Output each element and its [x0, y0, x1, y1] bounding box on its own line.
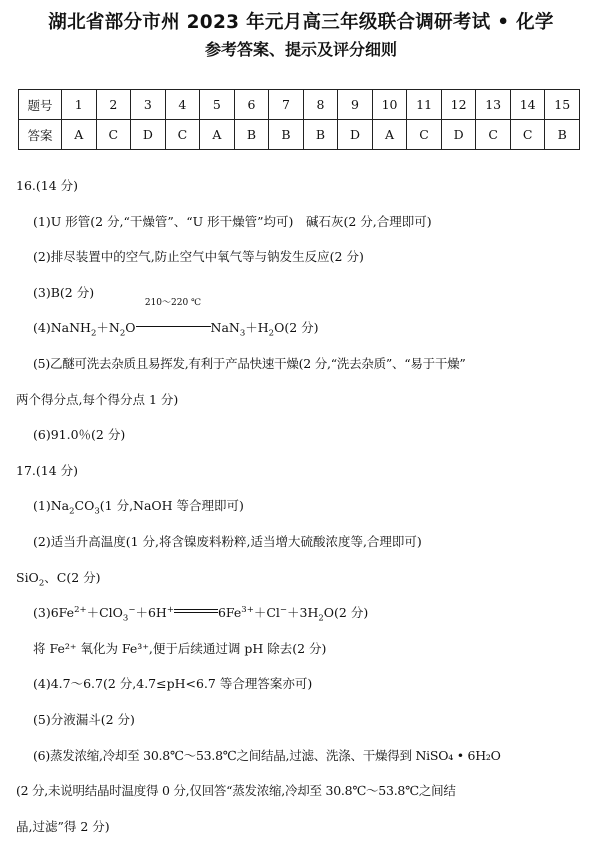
q16-part4: [16, 298, 586, 346]
answer-cell: B: [234, 120, 269, 150]
question-number-cell: 10: [372, 90, 407, 120]
answer-row: [19, 120, 580, 150]
q17-part3-explanation: 将 Fe²⁺ 氧化为 Fe³⁺,便于后续通过调 pH 除去(2 分): [33, 640, 327, 656]
q16-part1: (1)U 形管(2 分,“干燥管”、“U 形干燥管”均可) 碱石灰(2 分,合理即可): [33, 213, 432, 229]
question-number-cell: 12: [441, 90, 476, 120]
answer-cell: B: [545, 120, 580, 150]
q17-part6-line3: 晶,过滤”得 2 分): [16, 818, 110, 834]
q17-part4: (4)4.7～6.7(2 分,4.7≤pH<6.7 等合理答案亦可): [33, 676, 313, 692]
q17-part3: $(3)6Fe^{2+}+ClO_3^-+6H^+$ $6Fe^{3+}+Cl^-+3H_2O(2$ 分): [33, 604, 369, 624]
answer-cell: C: [165, 120, 200, 150]
q16-equation-reactants: $NaNH_2+N_2O$: [50, 320, 136, 339]
answer-cell: A: [200, 120, 235, 150]
answer-cell: C: [476, 120, 511, 150]
reaction-arrow: [136, 298, 211, 346]
answer-cell: A: [62, 120, 97, 150]
q17-heading: 17.(14 分): [16, 462, 79, 478]
answer-cell: D: [338, 120, 373, 150]
page-title: 湖北省部分市州 2023 年元月高三年级联合调研考试 • 化学: [48, 12, 554, 33]
answer-cell: D: [441, 120, 476, 150]
answer-cell: C: [96, 120, 131, 150]
q16-heading: 16.(14 分): [16, 178, 79, 193]
question-number-cell: 4: [165, 90, 200, 120]
answer-cell: D: [131, 120, 166, 150]
answer-table: [18, 89, 580, 150]
q16-part4-prefix: (4): [33, 320, 51, 336]
question-number-cell: 8: [303, 90, 338, 120]
q17-part1-note: (1 分,NaOH 等合理即可): [99, 498, 244, 514]
q17-part1: $(1)Na_2CO_3(1$ 分,NaOH 等合理即可): [33, 498, 244, 517]
question-number-cell: 2: [96, 90, 131, 120]
q17-part5: (5)分液漏斗(2 分): [33, 711, 135, 727]
q17-part2: (2)适当升高温度(1 分,将含镍废料粉粹,适当增大硫酸浓度等,合理即可): [33, 533, 422, 549]
answer-cell: C: [510, 120, 545, 150]
question-number-cell: 7: [269, 90, 304, 120]
q16-part2: (2)排尽装置中的空气,防止空气中氧气等与钠发生反应(2 分): [33, 249, 364, 265]
question-number-cell: 15: [545, 90, 580, 120]
arrow-line: [136, 326, 211, 327]
q17-part2-residue: SiO$_2$、C(2 分): [16, 569, 101, 589]
q17-part3-prefix: (3): [33, 605, 51, 621]
question-number-cell: 11: [407, 90, 442, 120]
answer-cell: B: [269, 120, 304, 150]
answer-cell: A: [372, 120, 407, 150]
question-number-cell: 13: [476, 90, 511, 120]
q16-equation-products: $NaN_3+H_2O$: [210, 320, 285, 339]
answer-cell: C: [407, 120, 442, 150]
q17-part6-line1: (6)蒸发浓缩,冷却至 30.8℃～53.8℃之间结晶,过滤、洗涤、干燥得到 NiSO₄ • 6H₂O: [33, 747, 501, 763]
q17-part6-line2: (2 分,未说明结晶时温度得 0 分,仅回答“蒸发浓缩,冷却至 30.8℃～53.8℃之间结: [16, 783, 456, 799]
question-number-cell: 3: [131, 90, 166, 120]
question-number-cell: 5: [200, 90, 235, 120]
q16-part4-suffix: (2 分): [284, 320, 319, 336]
question-number-cell: 1: [62, 90, 97, 120]
question-number-cell: 6: [234, 90, 269, 120]
row-label-question-number: 题号: [19, 90, 62, 120]
q16-part6: (6)91.0％(2 分): [33, 427, 126, 443]
answer-explanations: [16, 168, 586, 844]
q17-part3-suffix: (2 分): [334, 605, 369, 621]
question-number-cell: 14: [510, 90, 545, 120]
question-number-cell: 9: [338, 90, 373, 120]
q16-part3: (3)B(2 分): [33, 284, 95, 300]
row-label-answer: 答案: [19, 120, 62, 150]
reaction-condition: 210～220 ℃: [144, 298, 202, 309]
q16-part5-line2: 两个得分点,每个得分点 1 分): [16, 391, 179, 407]
answer-cell: B: [303, 120, 338, 150]
page-subtitle: 参考答案、提示及评分细则: [204, 40, 397, 59]
question-number-row: [19, 90, 580, 120]
equal-sign: [174, 609, 218, 615]
q17-part2-residue-score: (2 分): [66, 569, 101, 585]
q16-part5-line1: (5)乙醚可洗去杂质且易挥发,有利于产品快速干燥(2 分,“洗去杂质”、“易于干燥”: [33, 355, 466, 371]
